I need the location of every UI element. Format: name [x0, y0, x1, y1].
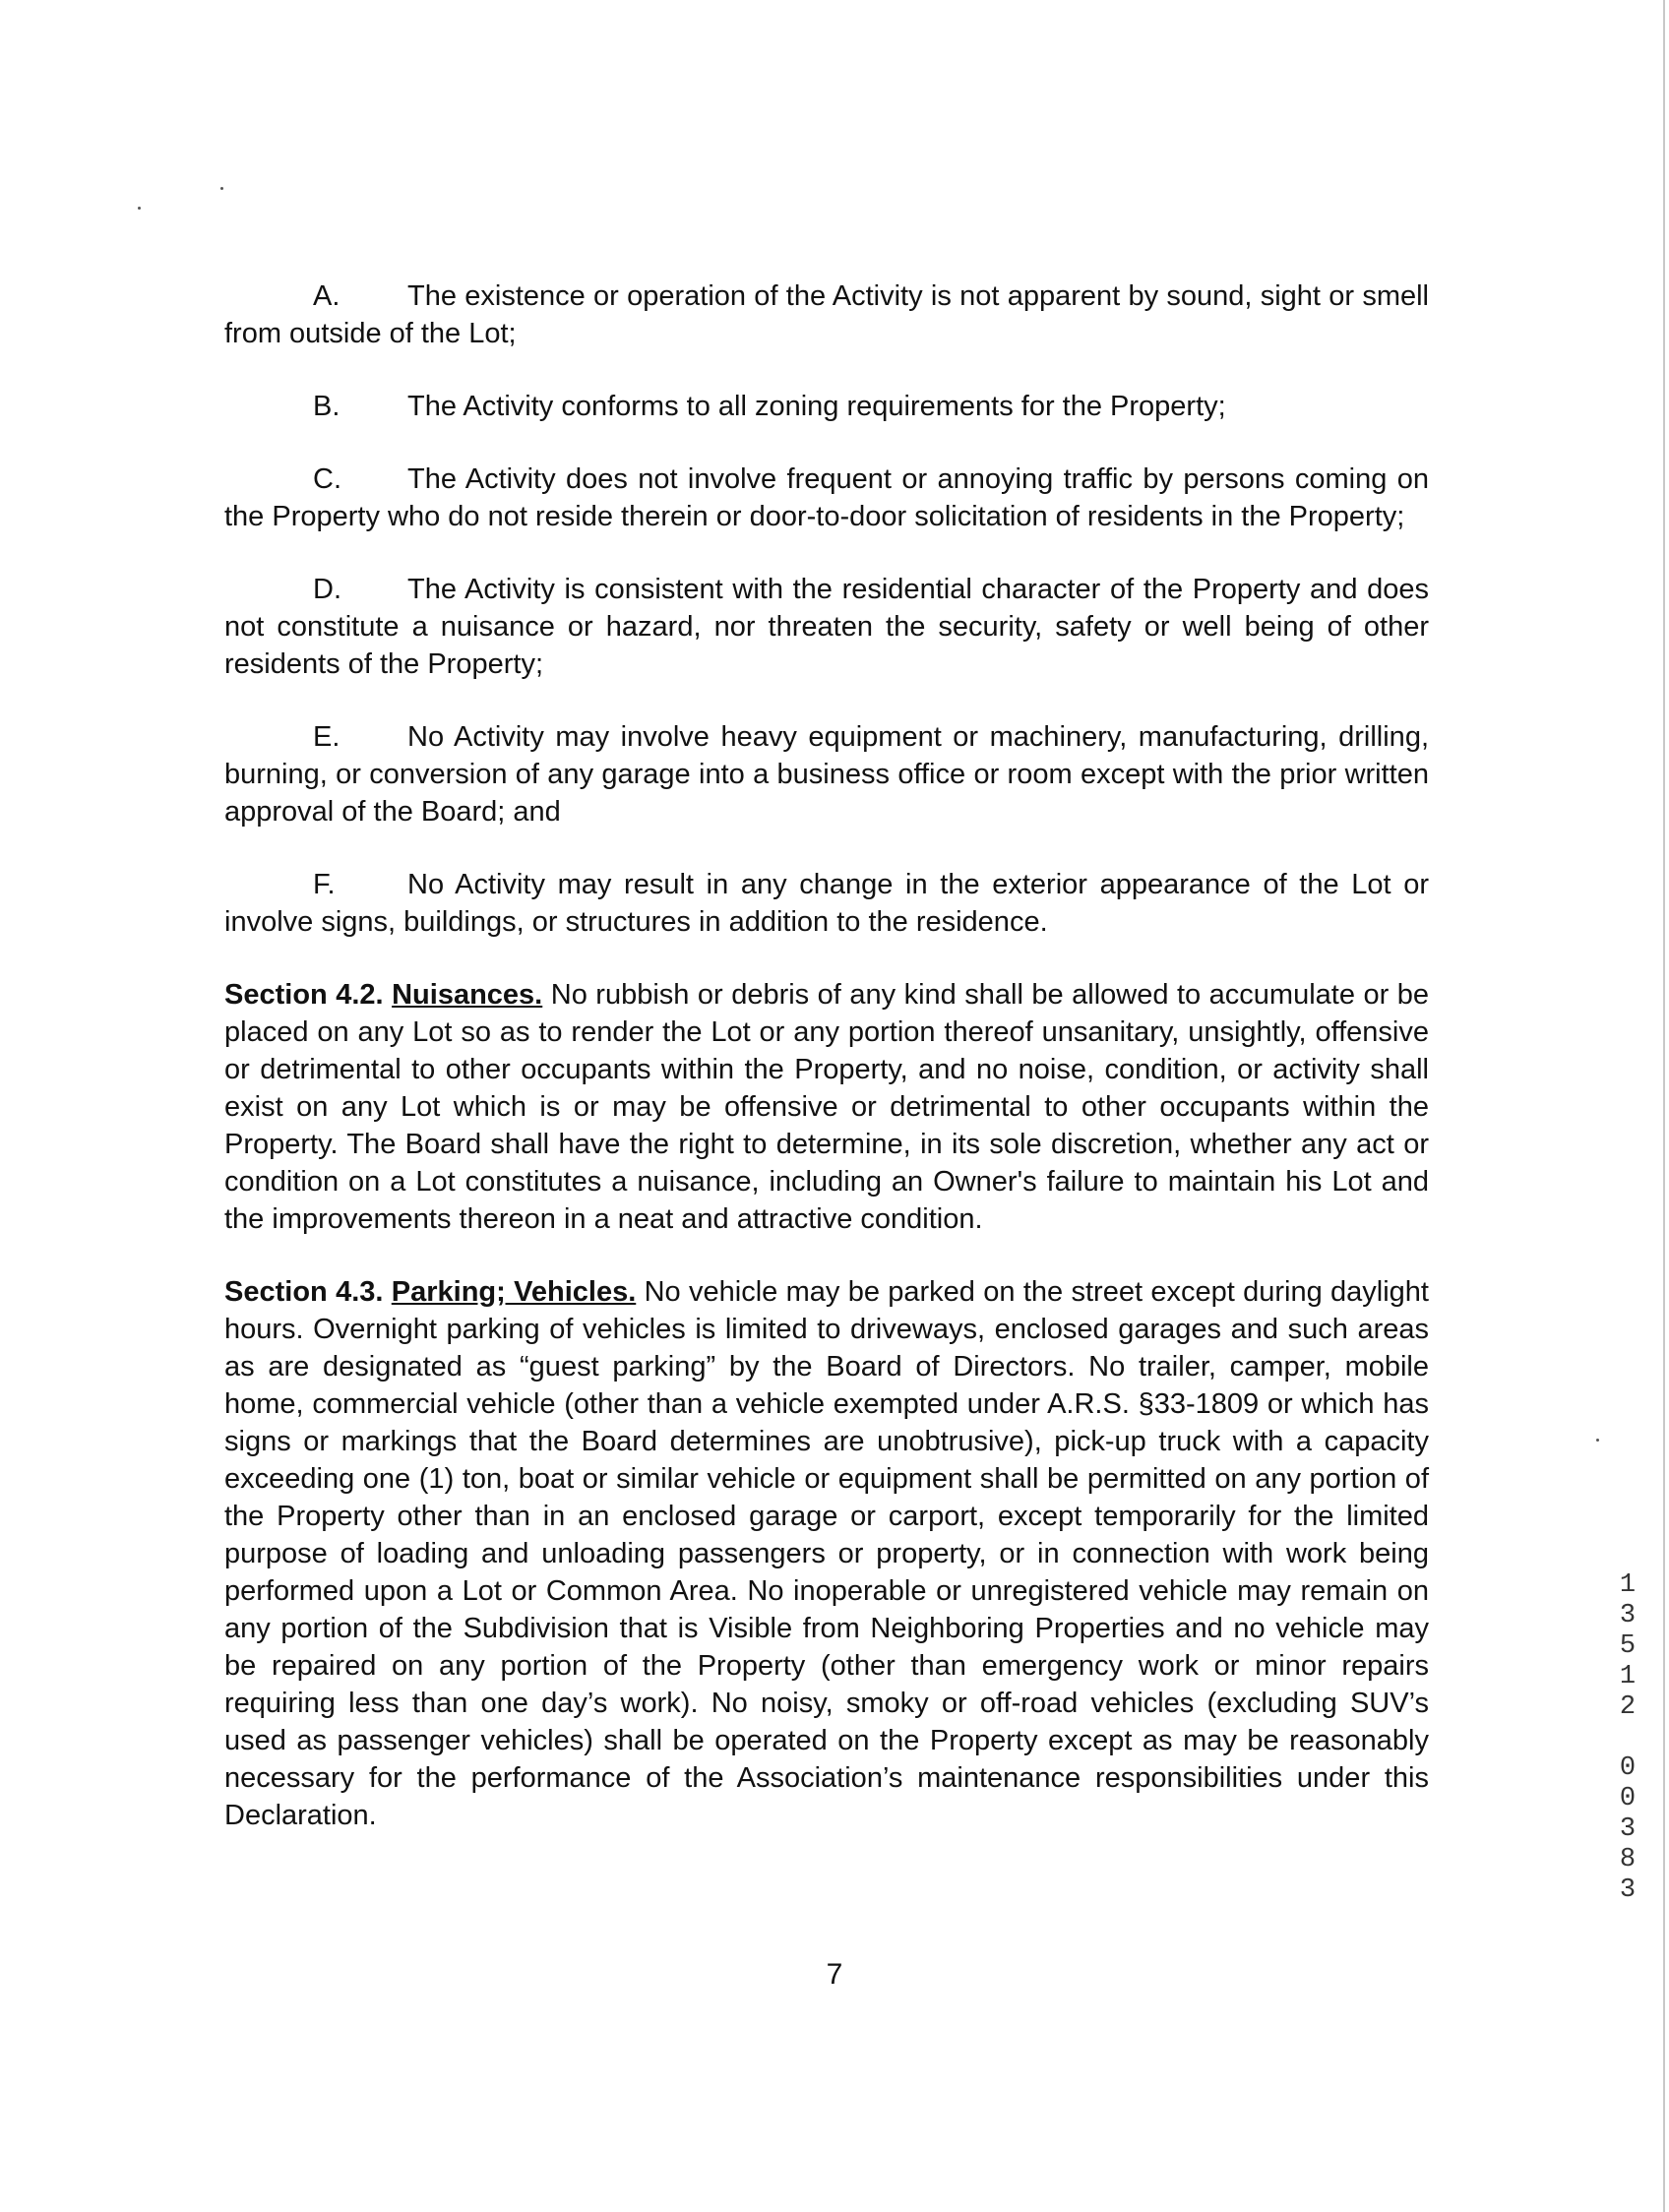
stamp-gap: [1614, 1723, 1641, 1753]
scan-edge: [1663, 0, 1665, 2212]
stamp-digit: 3: [1619, 1601, 1637, 1630]
section-text: No rubbish or debris of any kind shall be allowed to accumulate or be placed on any Lot so as to render the Lot or any portion thereof unsanitary, unsightly, offensive or detrimental to other occupants within the Property, and no noise, condition, or activity shall exist on any Lot which is or may be offensive or detrimental to other occupants within the Property. The Board shall have the right to determine, in its sole discretion, whether any act or condition on a Lot constitutes a nuisance, including an Owner's failure to maintain his Lot and the improvements thereon in a neat and attractive condition.: [224, 979, 1429, 1235]
stamp-digit: 1: [1619, 1570, 1637, 1600]
section-4-3: [224, 1273, 1429, 1834]
list-marker: D.: [313, 574, 341, 605]
section-number: Section 4.2.: [224, 979, 384, 1011]
list-item-d: [224, 571, 1429, 683]
scan-speck: [1596, 1439, 1599, 1442]
stamp-digit: 5: [1619, 1631, 1637, 1661]
scan-speck: [220, 187, 223, 190]
section-title: Nuisances.: [392, 979, 543, 1011]
section-text: No vehicle may be parked on the street except during daylight hours. Overnight parking of vehicles is limited to driveways, enclosed garages and such areas as are designated as “guest parking” by the Board of Directors. No trailer, camper, mobile home, commercial vehicle (other than a vehicle exempted under A.R.S. §33-1809 or which has signs or markings that the Board determines are unobtrusive), pick-up truck with a capacity exceeding one (1) ton, boat or similar vehicle or equipment shall be permitted on any portion of the Property other than in an enclosed garage or carport, except temporarily for the limited purpose of loading and unloading passengers or property, or in connection with work being performed upon a Lot or Common Area. No inoperable or unregistered vehicle may remain on any portion of the Subdivision that is Visible from Neighboring Properties and no vehicle may be repaired on any portion of the Property (other than emergency work or minor repairs requiring less than one day’s work). No noisy, smoky or off-road vehicles (excluding SUV’s used as passenger vehicles) shall be operated on the Property except as may be reasonably necessary for the performance of the Association’s maintenance responsibilities under this Declaration.: [224, 1276, 1429, 1831]
list-marker: F.: [313, 869, 336, 900]
list-item-b: [224, 388, 1429, 425]
list-item-e: [224, 718, 1429, 830]
recording-stamp: [1614, 1570, 1641, 1906]
stamp-digit: 1: [1619, 1662, 1637, 1691]
list-item-text: No Activity may result in any change in the exterior appearance of the Lot or involve signs, buildings, or structures in addition to the residence.: [224, 869, 1429, 938]
list-item-text: The Activity conforms to all zoning requirements for the Property;: [407, 391, 1226, 422]
stamp-digit: 3: [1619, 1814, 1637, 1844]
list-item-a: [224, 277, 1429, 352]
list-item-c: [224, 461, 1429, 535]
list-item-text: No Activity may involve heavy equipment or machinery, manufacturing, drilling, burning, or conversion of any garage into a business office or room except with the prior written approval of the Board; and: [224, 721, 1429, 828]
list-marker: B.: [313, 391, 340, 422]
section-number: Section 4.3.: [224, 1276, 384, 1308]
list-item-text: The Activity is consistent with the residential character of the Property and does not constitute a nuisance or hazard, nor threaten the security, safety or well being of other residents of the Property;: [224, 574, 1429, 680]
stamp-digit: 0: [1619, 1784, 1637, 1813]
list-item-f: [224, 866, 1429, 941]
scan-speck: [138, 207, 141, 210]
list-marker: A.: [313, 280, 340, 312]
section-title: Parking; Vehicles.: [391, 1276, 637, 1308]
stamp-digit: 2: [1619, 1692, 1637, 1722]
stamp-digit: 3: [1619, 1875, 1637, 1905]
list-item-text: The existence or operation of the Activity is not apparent by sound, sight or smell from outside of the Lot;: [224, 280, 1429, 349]
section-4-2: [224, 976, 1429, 1238]
list-marker: E.: [313, 721, 340, 753]
stamp-digit: 0: [1619, 1753, 1637, 1783]
list-item-text: The Activity does not involve frequent or annoying traffic by persons coming on the Property who do not reside therein or door-to-door solicitation of residents in the Property;: [224, 463, 1429, 532]
stamp-digit: 8: [1619, 1845, 1637, 1874]
list-marker: C.: [313, 463, 341, 495]
page-number: 7: [826, 1958, 843, 1991]
document-body: [224, 277, 1429, 1870]
